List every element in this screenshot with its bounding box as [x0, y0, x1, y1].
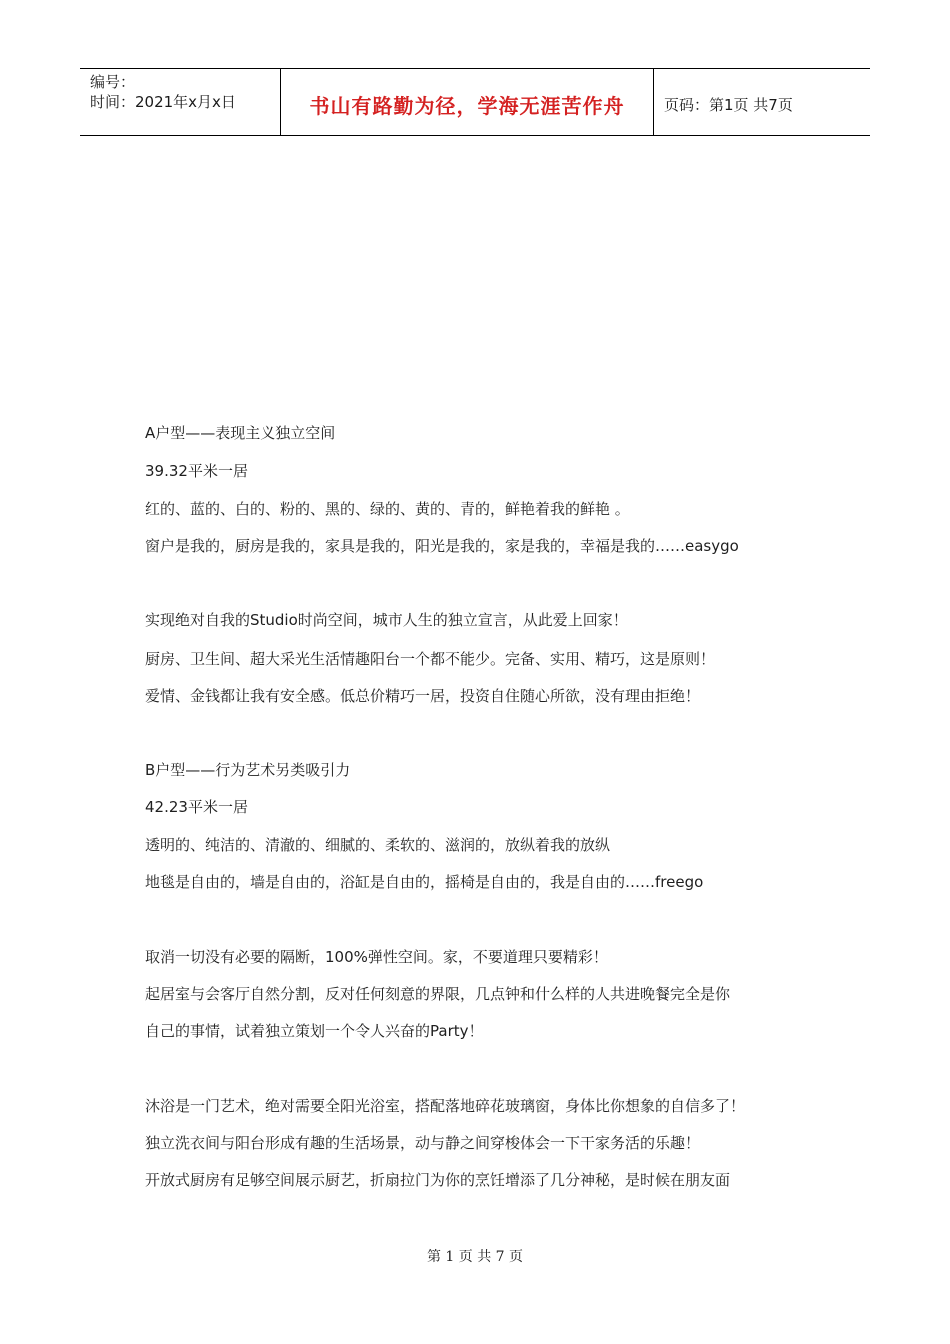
paragraph-line: 取消一切没有必要的隔断，100%弹性空间。家，不要道理只要精彩！: [145, 948, 608, 966]
paragraph-line: 爱情、金钱都让我有安全感。低总价精巧一居，投资自住随心所欲，没有理由拒绝！: [145, 687, 701, 705]
paragraph-line: 自己的事情，试着独立策划一个令人兴奋的Party！: [145, 1022, 484, 1040]
paragraph-line: 实现绝对自我的Studio时尚空间，城市人生的独立宣言，从此爱上回家！: [145, 611, 628, 629]
page-footer: 第 1 页 共 7 页: [426, 1249, 524, 1265]
paragraph-line: 沐浴是一门艺术，绝对需要全阳光浴室，搭配落地碎花玻璃窗，身体比你想象的自信多了！: [145, 1097, 746, 1115]
section-b-heading: B户型——行为艺术另类吸引力: [145, 761, 351, 779]
paragraph-line: 厨房、卫生间、超大采光生活情趣阳台一个都不能少。完备、实用、精巧，这是原则！: [145, 650, 716, 668]
section-a-area: 39.32平米一居: [145, 462, 248, 480]
document-header: [80, 68, 870, 136]
paragraph-line: 起居室与会客厅自然分割，反对任何刻意的界限，几点钟和什么样的人共进晚餐完全是你: [145, 985, 731, 1003]
document-number: 编号：: [90, 73, 136, 91]
header-page-number: 页码：第1页 共7页: [664, 95, 793, 114]
motto-text: 书山有路勤为径，学海无涯苦作舟: [309, 93, 625, 118]
header-page-cell: [654, 69, 870, 135]
header-motto-cell: [281, 69, 654, 135]
paragraph-line: 透明的、纯洁的、清澈的、细腻的、柔软的、滋润的，放纵着我的放纵: [145, 836, 611, 854]
paragraph-line: 独立洗衣间与阳台形成有趣的生活场景，动与静之间穿梭体会一下干家务活的乐趣！: [145, 1134, 701, 1152]
header-info-cell: [80, 69, 281, 135]
paragraph-line: 开放式厨房有足够空间展示厨艺，折扇拉门为你的烹饪增添了几分神秘，是时候在朋友面: [145, 1171, 731, 1189]
document-date: 时间：2021年x月x日: [90, 93, 236, 111]
paragraph-line: 红的、蓝的、白的、粉的、黑的、绿的、黄的、青的，鲜艳着我的鲜艳 。: [145, 500, 630, 518]
paragraph-line: 地毯是自由的，墙是自由的，浴缸是自由的，摇椅是自由的，我是自由的……freego: [145, 873, 704, 891]
section-a-heading: A户型——表现主义独立空间: [145, 424, 336, 442]
paragraph-line: 窗户是我的，厨房是我的，家具是我的，阳光是我的，家是我的，幸福是我的……easygo: [145, 537, 739, 555]
section-b-area: 42.23平米一居: [145, 798, 248, 816]
